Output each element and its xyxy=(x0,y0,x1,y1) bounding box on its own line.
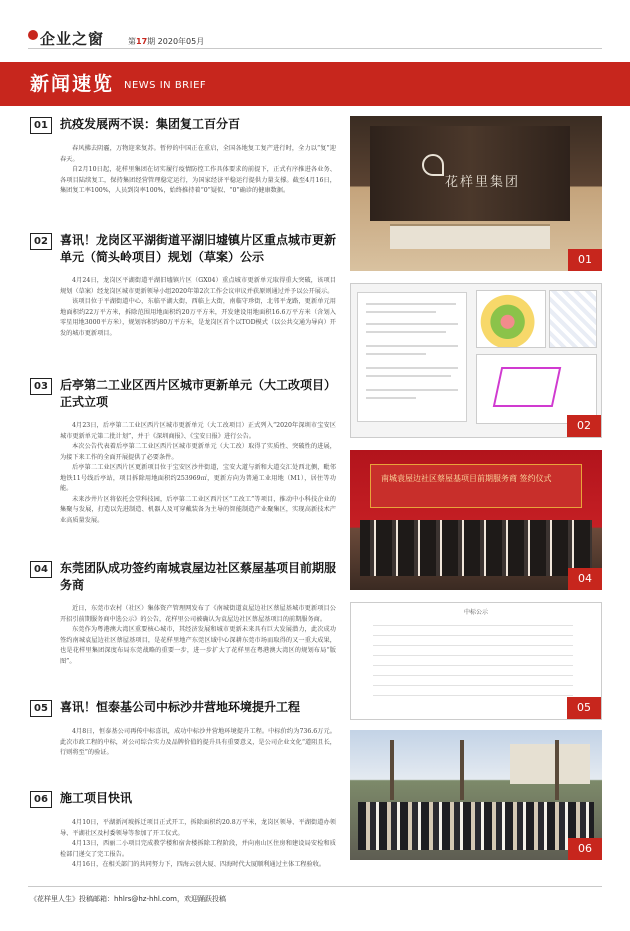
article-paragraph: 近日，东莞市农村（社区）集体资产管理网发布了《南城街道袁屋边社区蔡屋基城市更新项目公开招引前期服务商中选公示》的公告，花样里公司被确认为袁屋边社区蔡屋基项目的前期服务商。 xyxy=(60,605,336,623)
article-title: 东莞团队成功签约南城袁屋边社区蔡屋基项目前期服务商 xyxy=(60,561,337,592)
ceremony-backdrop-text: 南城袁屋边社区蔡屋基项目前期服务商 签约仪式 xyxy=(381,474,552,483)
photo-signing-ceremony xyxy=(350,450,602,590)
article-body xyxy=(30,276,336,339)
article-title: 施工项目快讯 xyxy=(60,791,133,805)
logo-mark-icon xyxy=(28,30,38,40)
article-paragraph: 4月16日，在相关部门的共同努力下，四海云创大厦、四海时代大厦顺利通过主体工程验收。 xyxy=(72,861,326,868)
article-paragraph: 4月23日，后亭第二工业区西片区城市更新单元（大工改项目）正式列入“2020年深圳市宝安区城市更新单元第二批计划”，并于《深圳商报》、《宝安日报》进行公告。 xyxy=(60,422,336,440)
ceremony-backdrop xyxy=(370,464,582,508)
issue-info xyxy=(128,36,204,47)
photo-group-lobby xyxy=(350,116,602,271)
article-05 xyxy=(30,699,336,759)
article-02 xyxy=(30,232,336,339)
article-title: 喜讯！恒泰基公司中标沙井营地环境提升工程 xyxy=(60,700,301,714)
footer-divider xyxy=(28,886,602,887)
article-body xyxy=(30,604,336,667)
article-paragraph: 4月13日，西丽二小项目完成教学楼和宿舍楼拆除工程阶段，并向南山区住房和建设局安检和质检部门递交了完工报告。 xyxy=(60,840,336,858)
palm-tree xyxy=(460,740,464,800)
footer-contact: 《花样里人生》投稿邮箱：hhlrs@hz-hhl.com，欢迎踊跃投稿 xyxy=(30,895,226,903)
photo-number-tag: 06 xyxy=(568,838,602,860)
brand-sign: 花样里集团 xyxy=(445,175,521,190)
article-header xyxy=(30,699,336,717)
article-header xyxy=(30,232,336,266)
ceremony-crowd xyxy=(358,802,594,850)
photo-number-tag: 02 xyxy=(567,415,601,437)
article-paragraph: 自2月10日起，花样里集团在切实履行疫情防控工作具体要求的前提下，正式有序推进各业务、各项目陆续复工，保持集团经营管理稳定运行，为国家经济平稳运行提供力量支撑。截至4月16日，集团复工率100%，人员到岗率100%，始终推持着“0”疑似、“0”确诊的健康数据。 xyxy=(60,166,336,194)
issue-number: 17 xyxy=(136,37,148,46)
article-number: 02 xyxy=(30,233,52,250)
article-paragraph: 春风拂去阴霾，万物迎来复苏。暂停的中国正在重启，全国各地复工复产进行时，全力以“复”迎春天。 xyxy=(60,145,336,163)
article-paragraph: 后亭第二工业区西片区更新项目位于宝安区沙井街道，宝安大道与新和大道交汇处西北侧，毗邻地铁11号线后亭站，项目拆除用地面积约253969㎡，更新方向为普通工业用地（M1），居住等功能。 xyxy=(60,464,336,492)
palm-tree xyxy=(390,740,394,800)
reception-desk xyxy=(390,224,550,249)
article-paragraph: 未来沙井片区将依托会堂科技园，后亭第二工业区西片区“工改工”等项目，推动中小科技企业的集聚与发展，打造以先进制造、机器人及可穿戴装备为主导的智能制造产业聚集区，实现高新技术产业高质量发展。 xyxy=(60,495,336,524)
article-title: 抗疫发展两不误：集团复工百分百 xyxy=(60,117,241,131)
photo-number-tag: 01 xyxy=(568,249,602,271)
photo-number-tag: 05 xyxy=(567,697,601,719)
article-number: 01 xyxy=(30,117,52,134)
article-body xyxy=(30,818,336,871)
boundary-map xyxy=(476,354,597,424)
article-body xyxy=(30,421,336,526)
article-paragraph: 本次公告代表着后亭第二工业区西片区城市更新单元（大工改）取得了实质性、突破性的进展，为接下来工作的全面开展提供了必要条件。 xyxy=(60,443,336,461)
photo-number-tag: 04 xyxy=(568,568,602,590)
article-header xyxy=(30,560,336,594)
article-paragraph: 东莞作为粤港澳大湾区重要核心城市，其经济发展和城市更新未来具有巨大发展潜力，此次成功签约南城袁屋边社区蔡屋基项目，是花样里地产东莞区域中心深耕东莞市场而取得的又一重大成果，也是花样里集团深度布局东莞战略的重要一步，进一步扩大了花样里在粤港澳大湾区的规划布局“版图”。 xyxy=(60,626,336,665)
article-body xyxy=(30,144,336,197)
boundary-outline xyxy=(493,367,562,407)
article-paragraph: 4月8日，恒泰基公司再传中标喜讯，成功中标沙井营地环境提升工程。中标价约为736.6万元。此次市政工程的中标，对公司综合实力及品牌价值的提升具有重要意义，是公司企业文化“道阻且长，行则将至”的验证。 xyxy=(60,728,336,756)
article-06 xyxy=(30,790,336,871)
section-banner xyxy=(0,62,630,106)
issue-prefix: 第 xyxy=(128,37,136,46)
issue-date: 期 2020年05月 xyxy=(147,37,205,46)
article-number: 05 xyxy=(30,700,52,717)
brand-flower-icon xyxy=(422,154,444,176)
article-paragraph: 4月10日，平湖新河坡拆迁项目正式开工，拆除面积约20.8万平米，龙岗区领导、平湖街道办领导、平湖社区及村委领导等参加了开工仪式。 xyxy=(60,819,336,837)
header-divider xyxy=(28,48,602,49)
article-header xyxy=(30,377,336,411)
article-title: 喜讯！龙岗区平湖街道平湖旧墟镇片区重点城市更新单元（简头岭项目）规划（草案）公示 xyxy=(60,233,337,264)
article-paragraph: 该项目位于平湖街道中心，东临平湖大街，西临上大街，南临守珍街，北邻平龙路，更新单元用地面积约22万平方米，拆除范围用地面积约20万平方米，开发建设用地面积16.6万平方米（含划入零星用地3000平方米），规划容积约80万平方米，是龙岗区首个以TOD模式（以公共交通为导向）开发的城市更新项目。 xyxy=(60,298,336,337)
article-header xyxy=(30,790,336,808)
district-map xyxy=(549,290,597,348)
location-map xyxy=(476,290,546,348)
photo-bid-notice xyxy=(350,602,602,720)
article-header xyxy=(30,116,336,134)
article-01 xyxy=(30,116,336,197)
photo-construction-ceremony xyxy=(350,730,602,860)
article-04 xyxy=(30,560,336,667)
photo-plan-document xyxy=(350,283,602,438)
article-number: 04 xyxy=(30,561,52,578)
article-number: 06 xyxy=(30,791,52,808)
notice-title: 中标公示 xyxy=(463,609,488,616)
section-title-en: NEWS IN BRIEF xyxy=(124,80,207,91)
section-title-cn: 新闻速览 xyxy=(30,73,115,95)
page-header xyxy=(0,0,630,50)
article-03 xyxy=(30,377,336,526)
plan-text-panel xyxy=(357,292,467,422)
article-number: 03 xyxy=(30,378,52,395)
article-body xyxy=(30,727,336,759)
publication-logo: 企业之窗 xyxy=(40,30,105,48)
ceremony-attendees xyxy=(360,520,592,576)
palm-tree xyxy=(555,740,559,800)
background-building xyxy=(510,744,590,784)
article-paragraph: 4月24日，龙岗区平湖街道平湖旧墟镇片区（GX04）重点城市更新单元取得重大突破，该项目规划（草案）经龙岗区城市更新领导小组2020年第2次工作会议审议并获原则通过并予以公开展示。 xyxy=(60,277,336,295)
article-title: 后亭第二工业区西片区城市更新单元（大工改项目）正式立项 xyxy=(60,378,337,409)
